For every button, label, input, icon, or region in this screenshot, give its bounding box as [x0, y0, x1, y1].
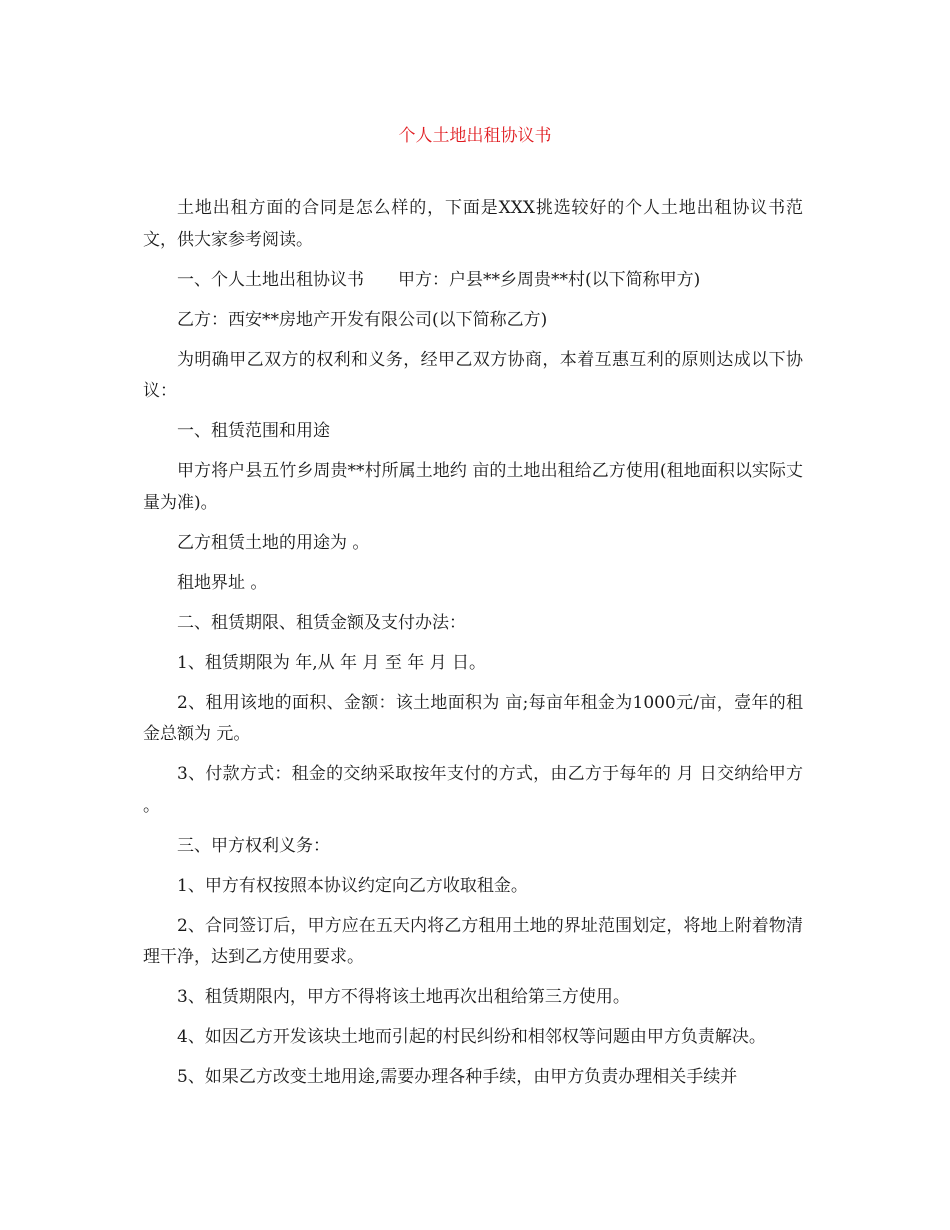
paragraph-rights-2: 2、合同签订后，甲方应在五天内将乙方租用土地的界址范围划定，将地上附着物清理干净，达到乙方使用要求。 — [143, 915, 803, 967]
paragraph-term-2: 2、租用该地的面积、金额：该土地面积为 亩;每亩年租金为1000元/亩，壹年的租金总额为 元。 — [143, 692, 803, 744]
section-heading-party-a-rights: 三、甲方权利义务： — [177, 835, 330, 856]
paragraph-party-a: 一、个人土地出租协议书 甲方：户县**乡周贵**村(以下简称甲方) — [177, 269, 701, 290]
paragraph-rights-5: 5、如果乙方改变土地用途,需要办理各种手续，由甲方负责办理相关手续并 — [177, 1067, 738, 1087]
paragraph-term-3: 3、付款方式：租金的交纳采取按年支付的方式，由乙方于每年的 月 日交纳给甲方 。 — [143, 764, 803, 816]
document-body — [143, 193, 803, 1102]
document-title: 个人土地出租协议书 — [398, 126, 552, 146]
paragraph-intro: 土地出租方面的合同是怎么样的，下面是XXX挑选较好的个人土地出租协议书范文，供大家参考阅读。 — [143, 198, 803, 250]
section-heading-term: 二、租赁期限、租赁金额及支付办法： — [177, 612, 466, 633]
paragraph-rights-4: 4、如因乙方开发该块土地而引起的村民纠纷和相邻权等问题由甲方负责解决。 — [177, 1027, 766, 1047]
paragraph-term-1: 1、租赁期限为 年,从 年 月 至 年 月 日。 — [177, 652, 487, 673]
paragraph-purpose: 为明确甲乙双方的权利和义务，经甲乙双方协商，本着互惠互利的原则达成以下协议： — [143, 349, 803, 401]
paragraph-scope: 甲方将户县五竹乡周贵**村所属土地约 亩的土地出租给乙方使用(租地面积以实际丈量为准)。 — [143, 461, 803, 513]
paragraph-rights-3: 3、租赁期限内，甲方不得将该土地再次出租给第三方使用。 — [177, 987, 630, 1007]
paragraph-boundary: 租地界址 。 — [177, 572, 268, 593]
section-heading-scope: 一、租赁范围和用途 — [177, 421, 330, 441]
paragraph-usage: 乙方租赁土地的用途为 。 — [177, 532, 370, 553]
paragraph-party-b: 乙方：西安**房地产开发有限公司(以下简称乙方) — [177, 309, 548, 330]
paragraph-rights-1: 1、甲方有权按照本协议约定向乙方收取租金。 — [177, 875, 528, 896]
